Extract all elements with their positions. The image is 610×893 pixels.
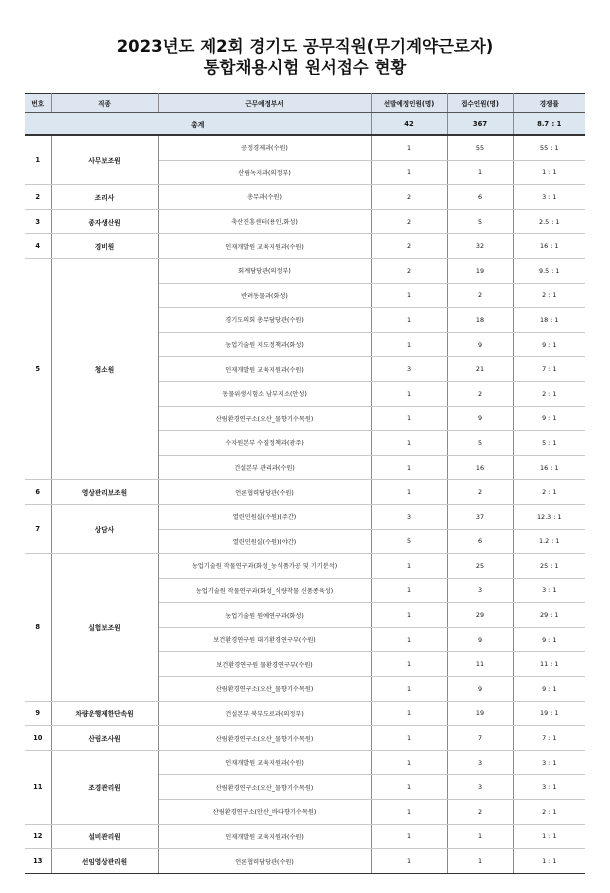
- competition-ratio-cell: 9 : 1: [513, 627, 585, 652]
- job-type: 청소원: [51, 258, 158, 479]
- job-type: 실험보조원: [51, 554, 158, 702]
- department-cell: 동물위생시험소 남부지소(안성): [158, 381, 371, 406]
- department-cell: 수자원본부 수질정책과(광주): [158, 431, 371, 456]
- group-number: 9: [25, 701, 51, 726]
- applied-count-cell: 9: [447, 406, 513, 431]
- department-cell: 산림환경연구소(오산_물향기수목원): [158, 406, 371, 431]
- applied-count-cell: 2: [447, 800, 513, 825]
- department-cell: 인재개발원 교육지원과(수원): [158, 824, 371, 849]
- table-row: [25, 849, 585, 874]
- competition-ratio-cell: 29 : 1: [513, 603, 585, 628]
- competition-ratio-cell: 3 : 1: [513, 578, 585, 603]
- planned-count-cell: 2: [371, 234, 447, 259]
- planned-count-cell: 1: [371, 652, 447, 677]
- competition-ratio-cell: 9.5 : 1: [513, 258, 585, 283]
- competition-ratio-cell: 16 : 1: [513, 234, 585, 259]
- competition-ratio-cell: 9 : 1: [513, 406, 585, 431]
- table-row: [25, 480, 585, 505]
- applied-count-cell: 9: [447, 332, 513, 357]
- planned-count-cell: 1: [371, 603, 447, 628]
- competition-ratio-cell: 2.5 : 1: [513, 209, 585, 234]
- department-cell: 건설본부 관리과(수원): [158, 455, 371, 480]
- group-number: 7: [25, 504, 51, 553]
- applied-count-cell: 19: [447, 258, 513, 283]
- applied-count-cell: 11: [447, 652, 513, 677]
- applied-count-cell: 25: [447, 554, 513, 579]
- competition-ratio-cell: 2 : 1: [513, 381, 585, 406]
- planned-count-cell: 1: [371, 160, 447, 185]
- department-cell: 열린민원실(수원)(주간): [158, 504, 371, 529]
- document-title: 2023년도 제2회 경기도 공무직원(무기계약근로자): [116, 37, 494, 56]
- table-row: [25, 234, 585, 259]
- department-cell: 반려동물과(화성): [158, 283, 371, 308]
- competition-ratio-cell: 1 : 1: [513, 824, 585, 849]
- planned-count-cell: 3: [371, 504, 447, 529]
- job-type: 설비관리원: [51, 824, 158, 849]
- department-cell: 산림환경연구소(오산_물향기수목원): [158, 726, 371, 751]
- department-cell: 산림녹지과(의정부): [158, 160, 371, 185]
- applied-count-cell: 21: [447, 357, 513, 382]
- total-applied: 367: [447, 113, 513, 136]
- total-label: 총계: [25, 113, 371, 136]
- header-ratio: 경쟁률: [513, 94, 585, 113]
- department-cell: 농업기술원 작물연구과(화성_농식품가공 및 기기분석): [158, 554, 371, 579]
- group-number: 8: [25, 554, 51, 702]
- job-type: 영상관리보조원: [51, 480, 158, 505]
- header-no: 번호: [25, 94, 51, 113]
- applied-count-cell: 29: [447, 603, 513, 628]
- department-cell: 총무과(수원): [158, 185, 371, 210]
- applied-count-cell: 3: [447, 578, 513, 603]
- applied-count-cell: 16: [447, 455, 513, 480]
- department-cell: 보건환경연구원 물환경연구부(수원): [158, 652, 371, 677]
- group-number: 4: [25, 234, 51, 259]
- table-row: [25, 209, 585, 234]
- planned-count-cell: 1: [371, 578, 447, 603]
- applied-count-cell: 1: [447, 824, 513, 849]
- planned-count-cell: 3: [371, 357, 447, 382]
- department-cell: 산림환경연구소(오산_물향기수목원): [158, 677, 371, 702]
- total-row: [25, 113, 585, 136]
- group-number: 1: [25, 135, 51, 185]
- competition-ratio-cell: 7 : 1: [513, 726, 585, 751]
- group-number: 10: [25, 726, 51, 751]
- department-cell: 열린민원실(수원)(야간): [158, 529, 371, 554]
- planned-count-cell: 1: [371, 135, 447, 160]
- applied-count-cell: 5: [447, 431, 513, 456]
- competition-ratio-cell: 5 : 1: [513, 431, 585, 456]
- competition-ratio-cell: 55 : 1: [513, 135, 585, 160]
- job-type: 경비원: [51, 234, 158, 259]
- planned-count-cell: 1: [371, 431, 447, 456]
- competition-ratio-cell: 11 : 1: [513, 652, 585, 677]
- department-cell: 언론협력담당관(수원): [158, 849, 371, 874]
- planned-count-cell: 2: [371, 209, 447, 234]
- department-cell: 산림환경연구소(안산_바다향기수목원): [158, 800, 371, 825]
- department-cell: 농업기술원 작물연구과(화성_식량작물 신품종육성): [158, 578, 371, 603]
- applied-count-cell: 37: [447, 504, 513, 529]
- job-type: 산림조사원: [51, 726, 158, 751]
- planned-count-cell: 1: [371, 824, 447, 849]
- competition-ratio-cell: 2 : 1: [513, 800, 585, 825]
- competition-ratio-cell: 2 : 1: [513, 283, 585, 308]
- planned-count-cell: 1: [371, 480, 447, 505]
- group-number: 3: [25, 209, 51, 234]
- applied-count-cell: 1: [447, 160, 513, 185]
- table-row: [25, 701, 585, 726]
- header-planned: 선발예정인원(명): [371, 94, 447, 113]
- job-type: 사무보조원: [51, 135, 158, 185]
- planned-count-cell: 1: [371, 627, 447, 652]
- competition-ratio-cell: 19 : 1: [513, 701, 585, 726]
- job-type: 종자생산원: [51, 209, 158, 234]
- applied-count-cell: 5: [447, 209, 513, 234]
- department-cell: 회계담당관(의정부): [158, 258, 371, 283]
- job-type: 차량운행제한단속원: [51, 701, 158, 726]
- department-cell: 인재개발원 교육지원과(수원): [158, 234, 371, 259]
- applied-count-cell: 19: [447, 701, 513, 726]
- table-row: [25, 726, 585, 751]
- document-subtitle: 통합채용시험 원서접수 현황: [203, 58, 407, 77]
- group-number: 11: [25, 750, 51, 824]
- competition-ratio-cell: 12.3 : 1: [513, 504, 585, 529]
- applied-count-cell: 55: [447, 135, 513, 160]
- header-dept: 근무예정부서: [158, 94, 371, 113]
- applied-count-cell: 2: [447, 283, 513, 308]
- table-row: [25, 185, 585, 210]
- header-job: 직종: [51, 94, 158, 113]
- planned-count-cell: 1: [371, 308, 447, 333]
- planned-count-cell: 1: [371, 750, 447, 775]
- applied-count-cell: 1: [447, 849, 513, 874]
- group-number: 2: [25, 185, 51, 210]
- applied-count-cell: 32: [447, 234, 513, 259]
- job-type: 조리사: [51, 185, 158, 210]
- planned-count-cell: 1: [371, 332, 447, 357]
- competition-ratio-cell: 9 : 1: [513, 332, 585, 357]
- job-type: 선임영상관리원: [51, 849, 158, 874]
- department-cell: 공정경제과(수원): [158, 135, 371, 160]
- application-status-table: [25, 93, 585, 874]
- applied-count-cell: 9: [447, 677, 513, 702]
- total-ratio: 8.7 : 1: [513, 113, 585, 136]
- department-cell: 건설본부 북부도로과(의정부): [158, 701, 371, 726]
- table-row: [25, 750, 585, 775]
- table-row: [25, 504, 585, 529]
- table-row: [25, 824, 585, 849]
- competition-ratio-cell: 25 : 1: [513, 554, 585, 579]
- competition-ratio-cell: 3 : 1: [513, 185, 585, 210]
- applied-count-cell: 9: [447, 627, 513, 652]
- group-number: 13: [25, 849, 51, 874]
- competition-ratio-cell: 1.2 : 1: [513, 529, 585, 554]
- competition-ratio-cell: 3 : 1: [513, 750, 585, 775]
- competition-ratio-cell: 16 : 1: [513, 455, 585, 480]
- department-cell: 인재개발원 교육지원과(수원): [158, 357, 371, 382]
- applied-count-cell: 3: [447, 750, 513, 775]
- planned-count-cell: 1: [371, 726, 447, 751]
- competition-ratio-cell: 1 : 1: [513, 160, 585, 185]
- applied-count-cell: 2: [447, 480, 513, 505]
- department-cell: 농업기술원 지도정책과(화성): [158, 332, 371, 357]
- applied-count-cell: 6: [447, 529, 513, 554]
- table-row: [25, 258, 585, 283]
- department-cell: 축산진흥센터(용인,화성): [158, 209, 371, 234]
- job-type: 조경관리원: [51, 750, 158, 824]
- total-planned: 42: [371, 113, 447, 136]
- department-cell: 농업기술원 원예연구과(화성): [158, 603, 371, 628]
- competition-ratio-cell: 1 : 1: [513, 849, 585, 874]
- planned-count-cell: 5: [371, 529, 447, 554]
- planned-count-cell: 1: [371, 455, 447, 480]
- planned-count-cell: 1: [371, 381, 447, 406]
- department-cell: 산림환경연구소(오산_물향기수목원): [158, 775, 371, 800]
- planned-count-cell: 2: [371, 185, 447, 210]
- department-cell: 경기도의회 총무담당관(수원): [158, 308, 371, 333]
- header-applied: 접수인원(명): [447, 94, 513, 113]
- planned-count-cell: 1: [371, 775, 447, 800]
- group-number: 6: [25, 480, 51, 505]
- applied-count-cell: 3: [447, 775, 513, 800]
- applied-count-cell: 2: [447, 381, 513, 406]
- planned-count-cell: 2: [371, 258, 447, 283]
- applied-count-cell: 6: [447, 185, 513, 210]
- planned-count-cell: 1: [371, 283, 447, 308]
- planned-count-cell: 1: [371, 800, 447, 825]
- applied-count-cell: 18: [447, 308, 513, 333]
- competition-ratio-cell: 7 : 1: [513, 357, 585, 382]
- department-cell: 언론협력담당관(수원): [158, 480, 371, 505]
- group-number: 12: [25, 824, 51, 849]
- competition-ratio-cell: 2 : 1: [513, 480, 585, 505]
- competition-ratio-cell: 9 : 1: [513, 677, 585, 702]
- department-cell: 보건환경연구원 대기환경연구부(수원): [158, 627, 371, 652]
- planned-count-cell: 1: [371, 406, 447, 431]
- department-cell: 인재개발원 교육지원과(수원): [158, 750, 371, 775]
- planned-count-cell: 1: [371, 701, 447, 726]
- job-type: 상담사: [51, 504, 158, 553]
- table-row: [25, 554, 585, 579]
- competition-ratio-cell: 3 : 1: [513, 775, 585, 800]
- planned-count-cell: 1: [371, 849, 447, 874]
- table-row: [25, 135, 585, 160]
- group-number: 5: [25, 258, 51, 479]
- table-header-row: [25, 94, 585, 113]
- planned-count-cell: 1: [371, 554, 447, 579]
- applied-count-cell: 7: [447, 726, 513, 751]
- planned-count-cell: 1: [371, 677, 447, 702]
- competition-ratio-cell: 18 : 1: [513, 308, 585, 333]
